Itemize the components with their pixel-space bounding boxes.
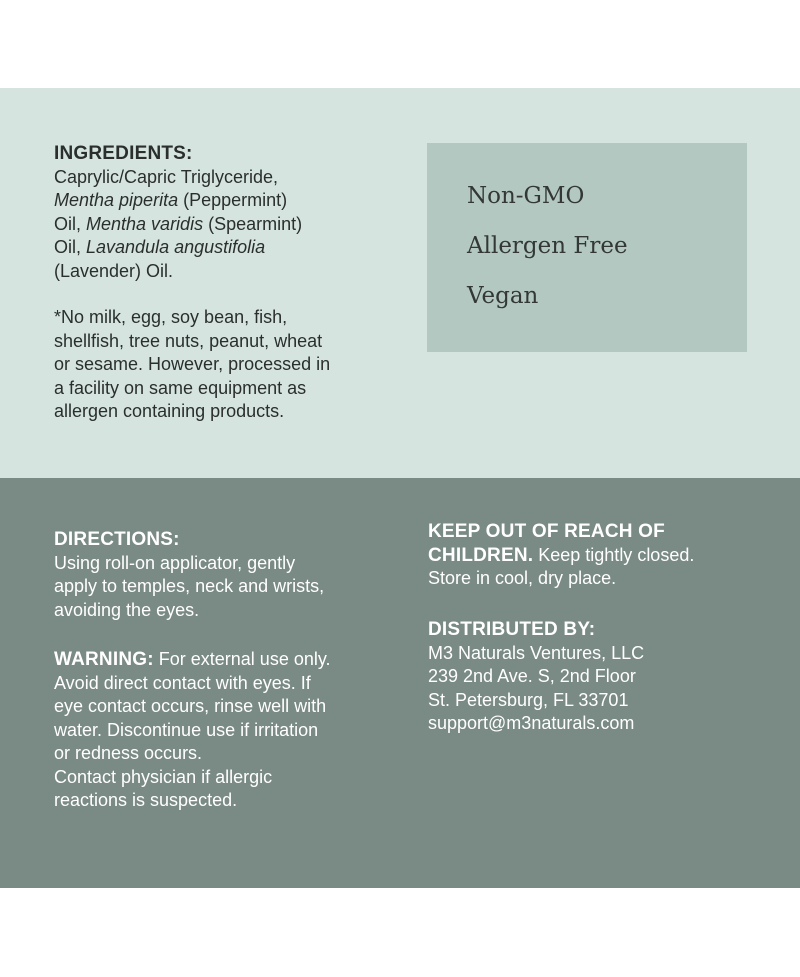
peppermint-latin-name: Mentha piperita [54,190,179,210]
distributor-address-line: St. Petersburg, FL 33701 [428,689,629,710]
distributor-address-line: 239 2nd Ave. S, 2nd Floor [428,666,636,686]
allergen-note: *No milk, egg, soy bean, fish, shellfish, tree nuts, peanut, wheat or sesame. However, processed in a facility on same equipment as allergen containing products. [54,307,331,421]
ingredients-line: (Lavender) Oil. [54,260,174,281]
ingredients-line: Mentha piperita (Peppermint) [54,190,288,210]
directions-section: DIRECTIONS: Using roll-on applicator, gently apply to temples, neck and wrists, avoiding the eyes. [54,528,394,622]
ingredients-section [54,142,384,283]
lavender-latin-name: Lavandula angustifolia [86,237,266,257]
distributor-email: support@m3naturals.com [428,713,635,733]
bottom-label-panel [0,478,800,888]
warning-heading: WARNING: [54,649,154,670]
ingredients-heading: INGREDIENTS: [54,143,193,164]
keep-out-heading: KEEP OUT OF REACH OF [428,521,665,542]
claim-non-gmo: Non-GMO [467,183,585,209]
distributor-section [428,618,768,736]
ingredients-line: Oil, Mentha varidis (Spearmint) [54,213,303,234]
ingredients-line: Caprylic/Capric Triglyceride, [54,166,279,187]
ingredients-line: Oil, Lavandula angustifolia [54,237,266,257]
keep-out-section: KEEP OUT OF REACH OF CHILDREN. Keep tightly closed. Store in cool, dry place. [428,520,768,591]
distributor-company: M3 Naturals Ventures, LLC [428,642,645,663]
distributor-heading: DISTRIBUTED BY: [428,619,596,640]
claim-vegan: Vegan [467,283,539,309]
warning-section: WARNING: For external use only. Avoid direct contact with eyes. If eye contact occurs, rinse well with water. Discontinue use if irritation or redness occurs. Contact physician if allergic reactions is suspected. [54,649,331,810]
spearmint-latin-name: Mentha varidis [86,213,204,234]
top-label-panel [0,88,800,478]
claim-allergen-free: Allergen Free [467,233,628,259]
product-claims-box [427,143,747,352]
directions-heading: DIRECTIONS: [54,529,180,550]
